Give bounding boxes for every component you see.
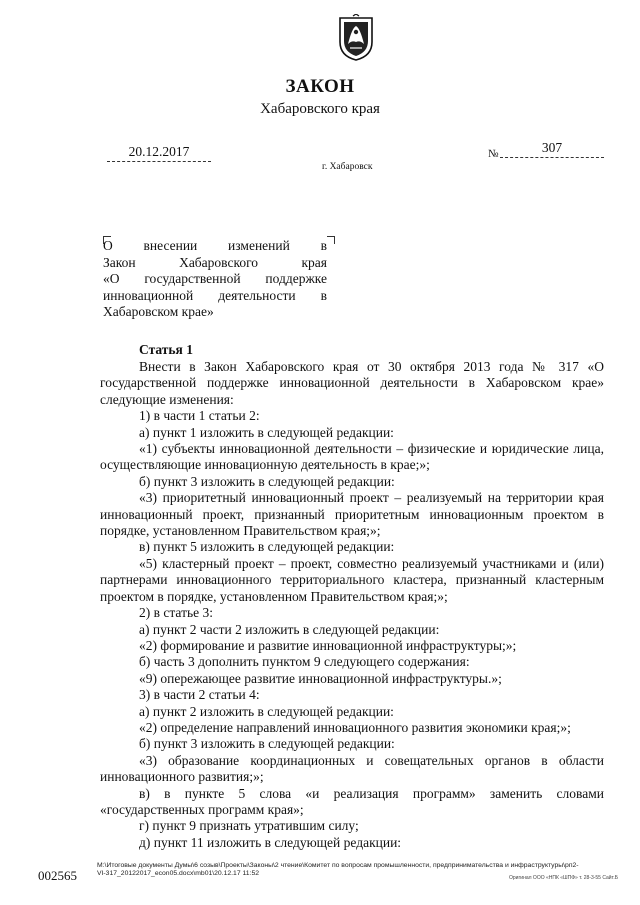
paragraph: б) пункт 3 изложить в следующей редакции: — [139, 473, 395, 489]
document-city: г. Хабаровск — [322, 162, 373, 172]
paragraph: 3) в части 2 статьи 4: — [139, 687, 260, 703]
paragraph: 2) в статье 3: — [139, 605, 213, 621]
footer-doc-number: 002565 — [38, 868, 77, 883]
paragraph: «2) формирование и развитие инновационной инфраструктуры;»; — [139, 637, 517, 653]
paragraph: «2) определение направлений инновационного развития экономики края;»; — [139, 719, 571, 735]
paragraph: д) пункт 11 изложить в следующей редакции: — [139, 834, 402, 850]
footer-path-line: VI-317_20122017_econ05.docx\mb01\20.12.17 11:52 — [97, 870, 260, 878]
article-body — [100, 341, 604, 851]
paragraph: а) пункт 1 изложить в следующей редакции: — [139, 424, 394, 440]
number-sign: № — [488, 148, 499, 160]
heading-line: Закон Хабаровского края — [103, 254, 327, 270]
paragraph: «3) приоритетный инновационный проект – реализуемый на территории края инновационный проект, признанный приоритетным инновационным проектом в порядке, установленном Правительством края;»; — [100, 490, 604, 539]
heading-line: инновационной деятельности в — [103, 287, 327, 303]
heading-line: «О государственной поддержке — [103, 271, 327, 286]
heading-line: Хабаровском крае» — [103, 304, 214, 319]
paragraph: «1) субъекты инновационной деятельности – физические и юридические лица, осуществляющие инновационную деятельность в крае;»; — [100, 441, 604, 473]
document-subtitle: Хабаровского края — [260, 101, 380, 117]
paragraph: г) пункт 9 признать утратившим силу; — [139, 818, 359, 834]
document-heading — [103, 238, 327, 321]
document-number: 307 — [500, 140, 604, 158]
footer-small-print: Оригинал ООО «НПК «ШПФ» т. 28-3-55 Сайт.Б — [509, 875, 618, 881]
document-title: ЗАКОН — [285, 76, 355, 97]
paragraph: «9) опережающее развитие инновационной инфраструктуры.»; — [139, 670, 502, 686]
paragraph: в) пункт 5 изложить в следующей редакции: — [139, 539, 395, 555]
paragraph: б) пункт 3 изложить в следующей редакции: — [139, 736, 395, 752]
paragraph: в) в пункте 5 слова «и реализация программ» заменить словами «государственных программ края»; — [100, 785, 604, 817]
paragraph: а) пункт 2 части 2 изложить в следующей редакции: — [139, 621, 440, 637]
footer-path-line: М:\Итоговые документы Думы\6 созыв\Проекты\Законы\2 чтение\Комитет по вопросам промышленности, предпринимательства и инфраструктуры\рп2- — [97, 862, 579, 869]
paragraph: Внести в Закон Хабаровского края от 30 октября 2013 года № 317 «О государственной поддержке инновационной деятельности в Хабаровском крае» следующие изменения: — [100, 359, 604, 407]
paragraph: «5) кластерный проект – проект, совместно реализуемый участниками и (или) партнерами инновационного территориального кластера, признанный кластерным проектом в порядке, установленном Правительством края;»; — [100, 555, 604, 604]
article-title: Статья 1 — [139, 342, 193, 357]
heading-corner-right — [327, 236, 335, 244]
heading-line: О внесении изменений в — [103, 238, 327, 253]
paragraph: б) часть 3 дополнить пунктом 9 следующего содержания: — [139, 654, 470, 670]
paragraph: а) пункт 2 изложить в следующей редакции: — [139, 703, 394, 719]
coat-of-arms-icon — [336, 14, 376, 62]
paragraph: 1) в части 1 статьи 2: — [139, 408, 260, 424]
paragraph: «3) образование координационных и совещательных органов в области инновационного развития;»; — [100, 752, 604, 785]
document-date: 20.12.2017 — [107, 144, 211, 162]
